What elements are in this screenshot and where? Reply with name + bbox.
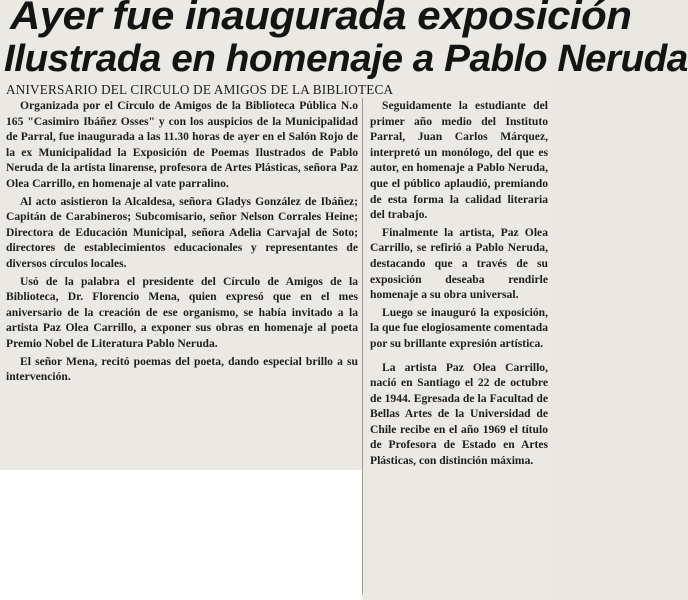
- paragraph: Usó de la palabra el presidente del Círculo de Amigos de la Biblioteca, Dr. Florencio Mena, quien expresó que en el mes aniversario de la creación de ese organismo, se había invitado a la artista Paz Olea Carrillo, a exponer sus obras en homenaje al poeta Premio Nobel de Literatura Pablo Neruda.: [6, 274, 358, 350]
- paragraph: Seguidamente la estudiante del primer año medio del Instituto Parral, Juan Carlos Márquez, interpretó un monólogo, del que es autor, en homenaje a Pablo Neruda, que el público aplaudió, premiando de esta forma la calidad literaria del trabajo.: [370, 99, 548, 222]
- left-column: [6, 98, 358, 470]
- blank-area: [0, 470, 362, 600]
- paragraph: Organizada por el Círculo de Amigos de la Biblioteca Pública N.o 165 "Casimiro Ibáñez Osses" y con los auspicios de la Municipalidad de Parral, fue inaugurada a las 11.30 horas de ayer en el Salón Rojo de la ex Municipalidad la Exposición de Poemas Ilustrados de Pablo Neruda de la artista linarense, profesora de Artes Plásticas, señora Paz Olea Carrillo, en homenaje al vate parralino.: [6, 99, 358, 190]
- kicker: ANIVERSARIO DEL CIRCULO DE AMIGOS DE LA BIBLIOTECA: [6, 82, 394, 97]
- paragraph: La artista Paz Olea Carrillo, nació en Santiago el 22 de octubre de 1944. Egresada de la Facultad de Bellas Artes de la Universidad de Chile recibe en el año 1969 el título de Profesora de Estado en Artes Plásticas, con distinción máxima.: [370, 360, 548, 468]
- headline-line-1: Ayer fue inaugurada exposición: [10, 0, 632, 38]
- column-divider: [362, 98, 363, 594]
- paragraph: Finalmente la artista, Paz Olea Carrillo, se refirió a Pablo Neruda, destacando que a través de su exposición deseaba rendirle homenaje a su obra universal.: [370, 225, 548, 302]
- paragraph: Al acto asistieron la Alcaldesa, señora Gladys González de Ibáñez; Capitán de Carabineros; Subcomisario, señor Nelson Corrales Heine; Directora de Educación Municipal, señora Adelia Carvajal de Soto; directores de establecimientos educacionales y representantes de diversos círculos locales.: [6, 194, 358, 270]
- headline-line-2: Ilustrada en homenaje a Pablo Neruda: [4, 38, 688, 80]
- paragraph: Luego se inauguró la exposición, la que fue elogiosamente comentada por su brillante expresión artística.: [370, 305, 548, 350]
- right-column: [370, 98, 548, 598]
- paragraph: El señor Mena, recitó poemas del poeta, dando especial brillo a su intervención.: [6, 354, 358, 384]
